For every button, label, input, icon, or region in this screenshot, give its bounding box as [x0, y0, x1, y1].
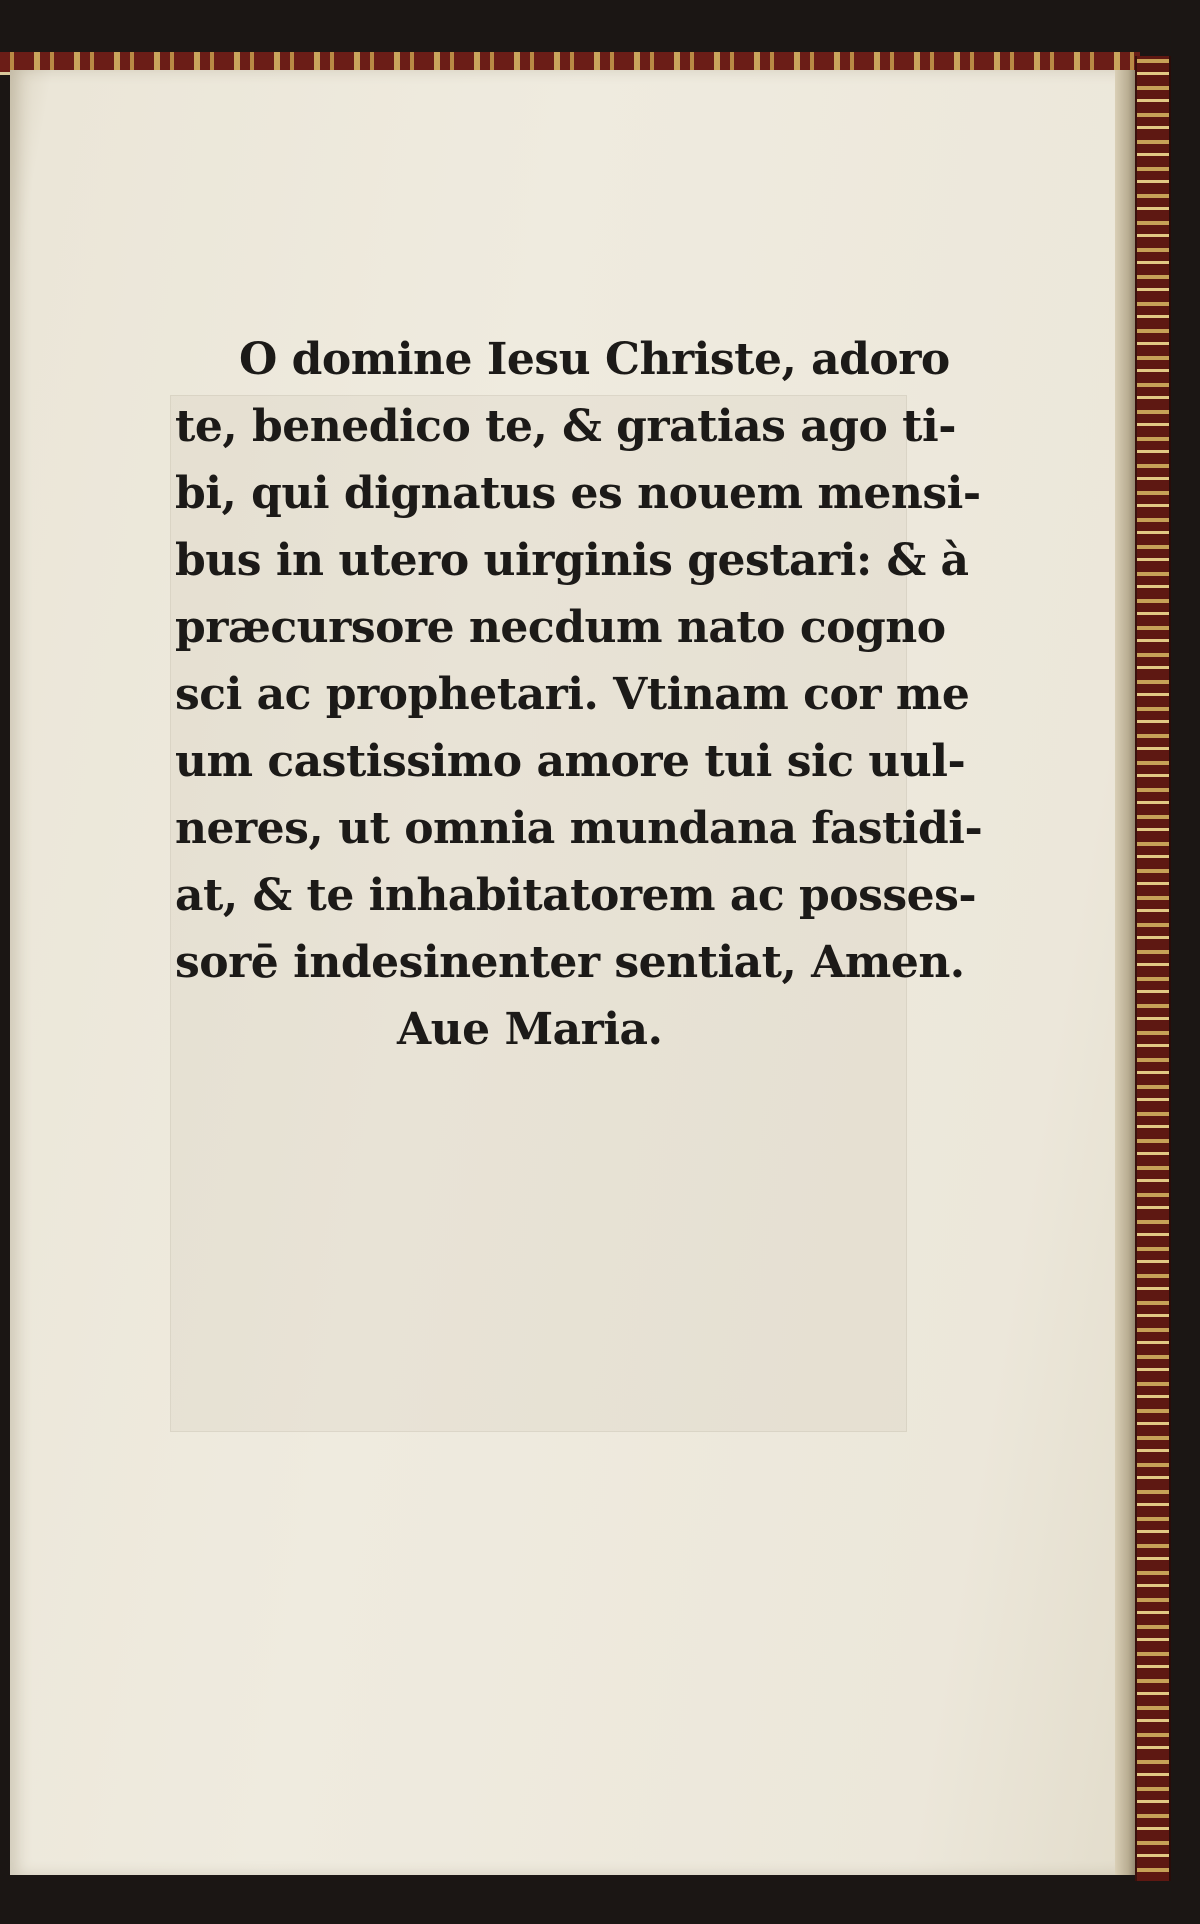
text-line: sorē indesinenter sentiat, Amen.: [175, 937, 965, 988]
text-line: bi, qui dignatus es nouem mensi-: [175, 468, 981, 519]
text-line: um castissimo amore tui sic uul-: [175, 736, 966, 787]
text-line: neres, ut omnia mundana fastidi-: [175, 803, 983, 854]
text-line: præcursore necdum nato cogno: [175, 602, 946, 653]
gilt-binding-edge: [1135, 56, 1171, 1881]
text-line: O domine Iesu Christe, adoro: [239, 334, 950, 385]
text-line: sci ac prophetari. Vtinam cor me: [175, 669, 970, 720]
page-fore-edge: [1115, 70, 1137, 1875]
text-line: bus in utero uirginis gestari: & à: [175, 535, 969, 586]
text-line: at, & te inhabitatorem ac posses-: [175, 870, 977, 921]
prayer-text: [175, 326, 983, 1063]
closing-line: Aue Maria.: [397, 1004, 663, 1055]
text-line: te, benedico te, & gratias ago ti-: [175, 401, 956, 452]
